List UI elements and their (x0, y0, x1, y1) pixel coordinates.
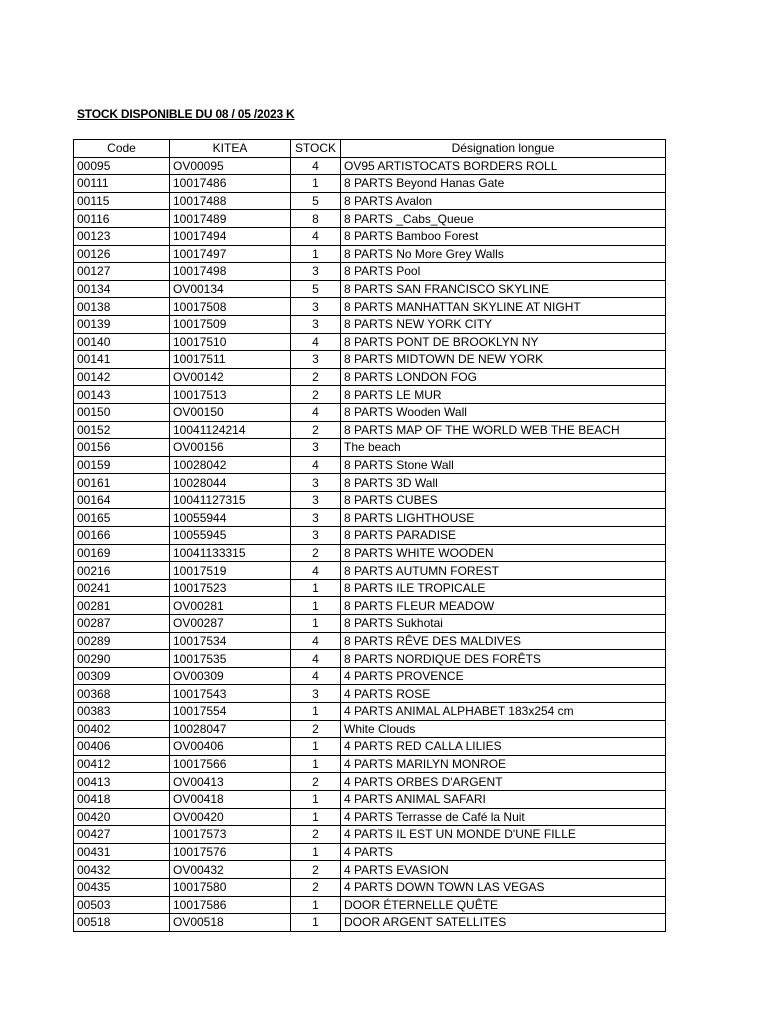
cell-designation: 4 PARTS ROSE (341, 685, 666, 703)
table-row (74, 351, 666, 369)
table-row (74, 280, 666, 298)
cell-kitea: 10017498 (170, 263, 291, 281)
cell-stock: 2 (291, 720, 341, 738)
cell-designation: 8 PARTS Sukhotai (341, 615, 666, 633)
cell-code: 00140 (74, 333, 170, 351)
cell-designation: 4 PARTS DOWN TOWN LAS VEGAS (341, 878, 666, 896)
cell-code: 00427 (74, 826, 170, 844)
cell-stock: 3 (291, 351, 341, 369)
cell-kitea: 10017486 (170, 175, 291, 193)
cell-designation: 8 PARTS Pool (341, 263, 666, 281)
header-kitea: KITEA (170, 140, 291, 158)
cell-stock: 1 (291, 843, 341, 861)
cell-kitea: 10055944 (170, 509, 291, 527)
table-row (74, 738, 666, 756)
cell-stock: 4 (291, 667, 341, 685)
cell-designation: 4 PARTS ANIMAL ALPHABET 183x254 cm (341, 703, 666, 721)
table-body (74, 157, 666, 931)
cell-kitea: OV00142 (170, 368, 291, 386)
cell-designation: 8 PARTS MAP OF THE WORLD WEB THE BEACH (341, 421, 666, 439)
cell-kitea: 10017566 (170, 755, 291, 773)
table-row (74, 861, 666, 879)
cell-code: 00142 (74, 368, 170, 386)
cell-code: 00159 (74, 456, 170, 474)
cell-designation: DOOR ARGENT SATELLITES (341, 914, 666, 932)
table-row (74, 333, 666, 351)
cell-kitea: 10017535 (170, 650, 291, 668)
cell-kitea: 10017509 (170, 315, 291, 333)
cell-code: 00138 (74, 298, 170, 316)
cell-code: 00161 (74, 474, 170, 492)
cell-kitea: OV00406 (170, 738, 291, 756)
cell-code: 00127 (74, 263, 170, 281)
cell-kitea: 10041124214 (170, 421, 291, 439)
table-row (74, 896, 666, 914)
cell-stock: 1 (291, 790, 341, 808)
cell-designation: 8 PARTS Beyond Hanas Gate (341, 175, 666, 193)
cell-code: 00289 (74, 632, 170, 650)
cell-stock: 4 (291, 403, 341, 421)
cell-stock: 1 (291, 896, 341, 914)
cell-kitea: 10017534 (170, 632, 291, 650)
cell-designation: 4 PARTS ANIMAL SAFARI (341, 790, 666, 808)
cell-designation: 8 PARTS No More Grey Walls (341, 245, 666, 263)
table-row (74, 315, 666, 333)
cell-designation: DOOR ÉTERNELLE QUÊTE (341, 896, 666, 914)
cell-stock: 2 (291, 368, 341, 386)
cell-kitea: 10017489 (170, 210, 291, 228)
cell-code: 00165 (74, 509, 170, 527)
table-header (74, 140, 666, 158)
table-row (74, 245, 666, 263)
cell-stock: 1 (291, 597, 341, 615)
table-row (74, 562, 666, 580)
table-row (74, 474, 666, 492)
table-row (74, 368, 666, 386)
cell-kitea: OV00150 (170, 403, 291, 421)
cell-stock: 2 (291, 861, 341, 879)
cell-code: 00435 (74, 878, 170, 896)
cell-designation: 8 PARTS 3D Wall (341, 474, 666, 492)
cell-stock: 2 (291, 826, 341, 844)
cell-designation: 8 PARTS ILE TROPICALE (341, 579, 666, 597)
cell-kitea: 10028047 (170, 720, 291, 738)
cell-code: 00412 (74, 755, 170, 773)
stock-table (73, 139, 666, 932)
cell-stock: 3 (291, 491, 341, 509)
cell-stock: 2 (291, 544, 341, 562)
table-row (74, 192, 666, 210)
cell-stock: 4 (291, 157, 341, 175)
cell-code: 00095 (74, 157, 170, 175)
cell-code: 00141 (74, 351, 170, 369)
cell-designation: 8 PARTS LIGHTHOUSE (341, 509, 666, 527)
cell-stock: 4 (291, 632, 341, 650)
header-designation: Désignation longue (341, 140, 666, 158)
table-row (74, 175, 666, 193)
cell-kitea: OV00413 (170, 773, 291, 791)
cell-kitea: 10041133315 (170, 544, 291, 562)
cell-code: 00115 (74, 192, 170, 210)
table-row (74, 491, 666, 509)
table-row (74, 650, 666, 668)
cell-kitea: 10017543 (170, 685, 291, 703)
cell-kitea: OV00281 (170, 597, 291, 615)
cell-kitea: OV00095 (170, 157, 291, 175)
cell-stock: 2 (291, 773, 341, 791)
cell-kitea: 10041127315 (170, 491, 291, 509)
cell-designation: 8 PARTS NEW YORK CITY (341, 315, 666, 333)
table-row (74, 667, 666, 685)
cell-code: 00518 (74, 914, 170, 932)
table-row (74, 790, 666, 808)
cell-designation: 4 PARTS EVASION (341, 861, 666, 879)
cell-designation: 4 PARTS MARILYN MONROE (341, 755, 666, 773)
cell-code: 00290 (74, 650, 170, 668)
cell-kitea: 10017511 (170, 351, 291, 369)
table-row (74, 773, 666, 791)
cell-designation: 8 PARTS AUTUMN FOREST (341, 562, 666, 580)
cell-kitea: 10017554 (170, 703, 291, 721)
table-row (74, 421, 666, 439)
cell-stock: 1 (291, 615, 341, 633)
cell-designation: 8 PARTS Wooden Wall (341, 403, 666, 421)
cell-stock: 4 (291, 227, 341, 245)
cell-stock: 2 (291, 878, 341, 896)
table-row (74, 509, 666, 527)
cell-kitea: OV00134 (170, 280, 291, 298)
cell-code: 00309 (74, 667, 170, 685)
cell-stock: 1 (291, 738, 341, 756)
cell-designation: 8 PARTS Avalon (341, 192, 666, 210)
table-row (74, 439, 666, 457)
cell-code: 00116 (74, 210, 170, 228)
cell-code: 00169 (74, 544, 170, 562)
cell-code: 00126 (74, 245, 170, 263)
table-row (74, 914, 666, 932)
cell-stock: 1 (291, 703, 341, 721)
table-row (74, 826, 666, 844)
cell-code: 00156 (74, 439, 170, 457)
cell-designation: 8 PARTS PONT DE BROOKLYN NY (341, 333, 666, 351)
table-row (74, 597, 666, 615)
header-code: Code (74, 140, 170, 158)
cell-code: 00281 (74, 597, 170, 615)
table-row (74, 157, 666, 175)
cell-kitea: 10017494 (170, 227, 291, 245)
cell-designation: 8 PARTS _Cabs_Queue (341, 210, 666, 228)
cell-kitea: OV00156 (170, 439, 291, 457)
cell-kitea: 10028042 (170, 456, 291, 474)
cell-kitea: OV00518 (170, 914, 291, 932)
table-row (74, 632, 666, 650)
cell-designation: 8 PARTS NORDIQUE DES FORÊTS (341, 650, 666, 668)
cell-stock: 1 (291, 175, 341, 193)
cell-designation: 4 PARTS RED CALLA LILIES (341, 738, 666, 756)
table-row (74, 878, 666, 896)
cell-designation: White Clouds (341, 720, 666, 738)
cell-designation: 8 PARTS LONDON FOG (341, 368, 666, 386)
table-row (74, 685, 666, 703)
cell-code: 00166 (74, 527, 170, 545)
table-row (74, 227, 666, 245)
cell-code: 00143 (74, 386, 170, 404)
cell-stock: 5 (291, 280, 341, 298)
cell-code: 00139 (74, 315, 170, 333)
cell-kitea: 10017586 (170, 896, 291, 914)
cell-stock: 4 (291, 333, 341, 351)
cell-stock: 4 (291, 456, 341, 474)
cell-kitea: OV00418 (170, 790, 291, 808)
cell-stock: 4 (291, 650, 341, 668)
cell-code: 00406 (74, 738, 170, 756)
cell-stock: 1 (291, 914, 341, 932)
table-row (74, 755, 666, 773)
cell-kitea: OV00287 (170, 615, 291, 633)
cell-stock: 3 (291, 298, 341, 316)
cell-code: 00111 (74, 175, 170, 193)
cell-kitea: 10017519 (170, 562, 291, 580)
table-row (74, 456, 666, 474)
cell-code: 00241 (74, 579, 170, 597)
cell-stock: 2 (291, 386, 341, 404)
cell-kitea: 10017513 (170, 386, 291, 404)
cell-designation: 4 PARTS IL EST UN MONDE D'UNE FILLE (341, 826, 666, 844)
cell-stock: 1 (291, 245, 341, 263)
cell-kitea: 10017497 (170, 245, 291, 263)
cell-code: 00368 (74, 685, 170, 703)
cell-code: 00152 (74, 421, 170, 439)
cell-kitea: 10017488 (170, 192, 291, 210)
cell-designation: 8 PARTS Stone Wall (341, 456, 666, 474)
cell-kitea: OV00420 (170, 808, 291, 826)
cell-stock: 3 (291, 509, 341, 527)
cell-kitea: 10028044 (170, 474, 291, 492)
cell-kitea: 10017523 (170, 579, 291, 597)
cell-designation: 4 PARTS Terrasse de Café la Nuit (341, 808, 666, 826)
cell-designation: 8 PARTS PARADISE (341, 527, 666, 545)
table-row (74, 527, 666, 545)
table-row (74, 386, 666, 404)
table-row (74, 808, 666, 826)
header-stock: STOCK (291, 140, 341, 158)
table-row (74, 298, 666, 316)
cell-kitea: OV00309 (170, 667, 291, 685)
table-row (74, 210, 666, 228)
cell-designation: 8 PARTS WHITE WOODEN (341, 544, 666, 562)
cell-stock: 1 (291, 579, 341, 597)
cell-stock: 5 (291, 192, 341, 210)
cell-designation: 8 PARTS LE MUR (341, 386, 666, 404)
cell-kitea: OV00432 (170, 861, 291, 879)
cell-code: 00431 (74, 843, 170, 861)
cell-kitea: 10017580 (170, 878, 291, 896)
cell-code: 00216 (74, 562, 170, 580)
cell-code: 00503 (74, 896, 170, 914)
cell-stock: 2 (291, 421, 341, 439)
cell-code: 00420 (74, 808, 170, 826)
table-row (74, 263, 666, 281)
cell-code: 00418 (74, 790, 170, 808)
table-row (74, 403, 666, 421)
cell-designation: 4 PARTS (341, 843, 666, 861)
cell-code: 00123 (74, 227, 170, 245)
page-title: STOCK DISPONIBLE DU 08 / 05 /2023 K (77, 107, 295, 121)
cell-stock: 1 (291, 755, 341, 773)
cell-kitea: 10017510 (170, 333, 291, 351)
table-row (74, 544, 666, 562)
cell-designation: 8 PARTS MIDTOWN DE NEW YORK (341, 351, 666, 369)
cell-stock: 3 (291, 315, 341, 333)
cell-code: 00164 (74, 491, 170, 509)
cell-code: 00413 (74, 773, 170, 791)
table-row (74, 703, 666, 721)
cell-designation: 8 PARTS RÊVE DES MALDIVES (341, 632, 666, 650)
table-row (74, 579, 666, 597)
cell-stock: 8 (291, 210, 341, 228)
table-row (74, 615, 666, 633)
cell-code: 00150 (74, 403, 170, 421)
table-row (74, 720, 666, 738)
cell-code: 00287 (74, 615, 170, 633)
cell-kitea: 10055945 (170, 527, 291, 545)
cell-designation: 8 PARTS MANHATTAN SKYLINE AT NIGHT (341, 298, 666, 316)
cell-designation: OV95 ARTISTOCATS BORDERS ROLL (341, 157, 666, 175)
cell-designation: 8 PARTS SAN FRANCISCO SKYLINE (341, 280, 666, 298)
cell-designation: 8 PARTS FLEUR MEADOW (341, 597, 666, 615)
cell-designation: 8 PARTS Bamboo Forest (341, 227, 666, 245)
cell-stock: 4 (291, 562, 341, 580)
cell-designation: 4 PARTS PROVENCE (341, 667, 666, 685)
header-row (74, 140, 666, 158)
cell-kitea: 10017576 (170, 843, 291, 861)
cell-stock: 3 (291, 439, 341, 457)
cell-stock: 3 (291, 685, 341, 703)
cell-designation: 8 PARTS CUBES (341, 491, 666, 509)
cell-designation: The beach (341, 439, 666, 457)
cell-stock: 3 (291, 474, 341, 492)
cell-stock: 3 (291, 527, 341, 545)
table-row (74, 843, 666, 861)
cell-kitea: 10017508 (170, 298, 291, 316)
cell-code: 00134 (74, 280, 170, 298)
cell-stock: 3 (291, 263, 341, 281)
cell-kitea: 10017573 (170, 826, 291, 844)
cell-code: 00402 (74, 720, 170, 738)
cell-designation: 4 PARTS ORBES D'ARGENT (341, 773, 666, 791)
cell-stock: 1 (291, 808, 341, 826)
cell-code: 00432 (74, 861, 170, 879)
cell-code: 00383 (74, 703, 170, 721)
